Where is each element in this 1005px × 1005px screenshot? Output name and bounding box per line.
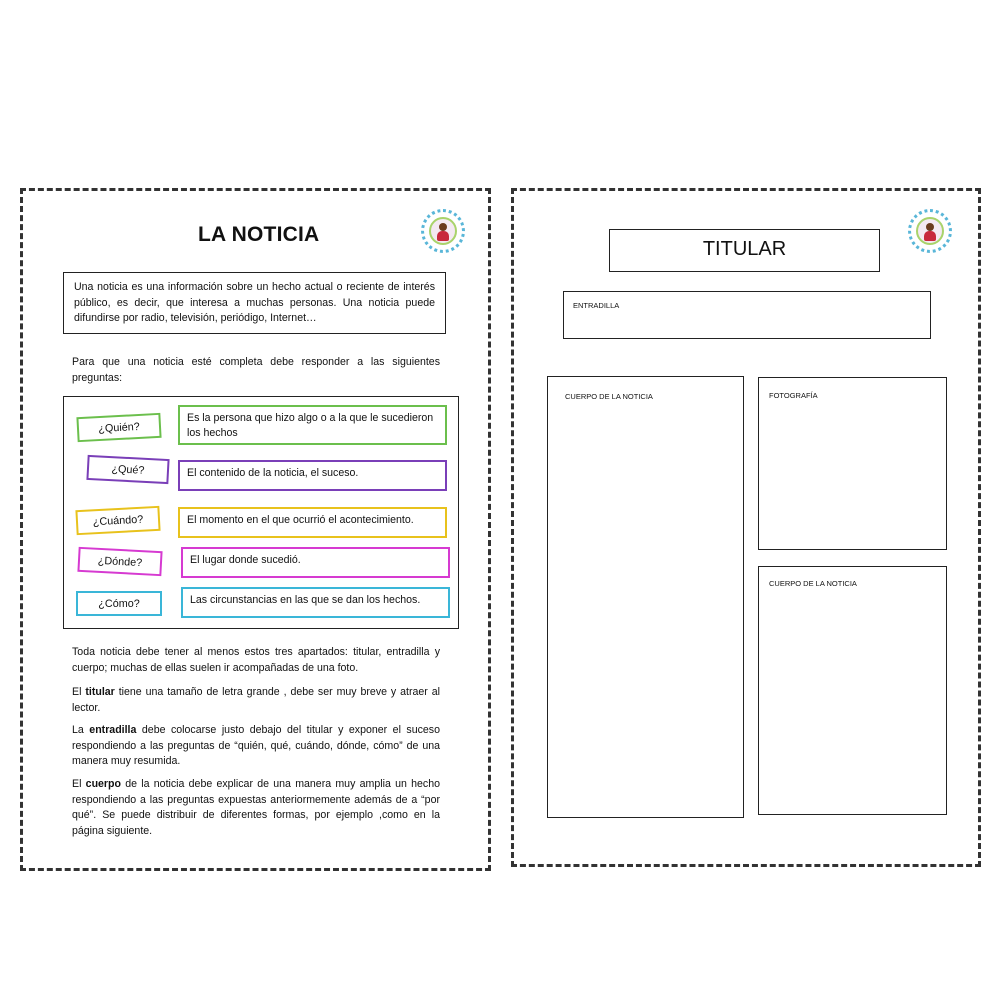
- right-page: [511, 188, 981, 867]
- page-title: LA NOTICIA: [198, 223, 320, 246]
- cuerpo-box-left: [547, 376, 744, 818]
- lead-text: Para que una noticia esté completa debe responder a las siguientes preguntas:: [72, 356, 440, 384]
- cuerpo-label-right: CUERPO DE LA NOTICIA: [769, 579, 857, 588]
- answer-quien: Es la persona que hizo algo o a la que le sucedieron los hechos: [178, 405, 447, 445]
- left-page: [20, 188, 491, 871]
- fotografia-box: [758, 377, 947, 550]
- questions-frame: [63, 396, 459, 629]
- paragraph-apartados: Toda noticia debe tener al menos estos tres apartados: titular, entradilla y cuerpo; muchas de ellas suelen ir acompañadas de una foto.: [72, 646, 440, 674]
- question-label-que: ¿Qué?: [86, 455, 169, 484]
- question-label-cuando: ¿Cuándo?: [75, 506, 160, 535]
- fotografia-label: FOTOGRAFÍA: [769, 391, 818, 400]
- paragraph-entradilla: La entradilla debe colocarse justo debajo del titular y exponer el suceso respondiendo a las preguntas de “quién, qué, cuándo, dónde, cómo” de una manera muy resumida.: [72, 724, 440, 767]
- answer-que: El contenido de la noticia, el suceso.: [178, 460, 447, 491]
- paragraph-cuerpo: El cuerpo de la noticia debe explicar de una manera muy amplia un hecho respondiendo a las preguntas expuestas anteriormemente además de a “por qué”. Se puede distribuir de diferentes formas, por ejemplo ,como en la página siguiente.: [72, 778, 440, 837]
- cuerpo-box-right: [758, 566, 947, 815]
- question-label-como: ¿Cómo?: [76, 591, 162, 616]
- teacher-logo-icon: [908, 209, 952, 253]
- question-label-quien: ¿Quién?: [76, 413, 161, 442]
- answer-cuando: El momento en el que ocurrió el acontecimiento.: [178, 507, 447, 538]
- teacher-logo-icon: [421, 209, 465, 253]
- entradilla-box: [563, 291, 931, 339]
- question-label-donde: ¿Dónde?: [77, 547, 162, 576]
- titular-box: [609, 229, 880, 272]
- entradilla-label: ENTRADILLA: [573, 301, 620, 310]
- cuerpo-label-left: CUERPO DE LA NOTICIA: [565, 392, 653, 401]
- answer-donde: El lugar donde sucedió.: [181, 547, 450, 578]
- intro-box: Una noticia es una información sobre un hecho actual o reciente de interés público, es decir, que interesa a muchas personas. Una noticia puede difundirse por radio, televisión, periódigo, Internet…: [63, 272, 446, 334]
- paragraph-titular: El titular tiene una tamaño de letra grande , debe ser muy breve y atraer al lector.: [72, 686, 440, 714]
- answer-como: Las circunstancias en las que se dan los hechos.: [181, 587, 450, 618]
- titular-label: TITULAR: [702, 238, 787, 260]
